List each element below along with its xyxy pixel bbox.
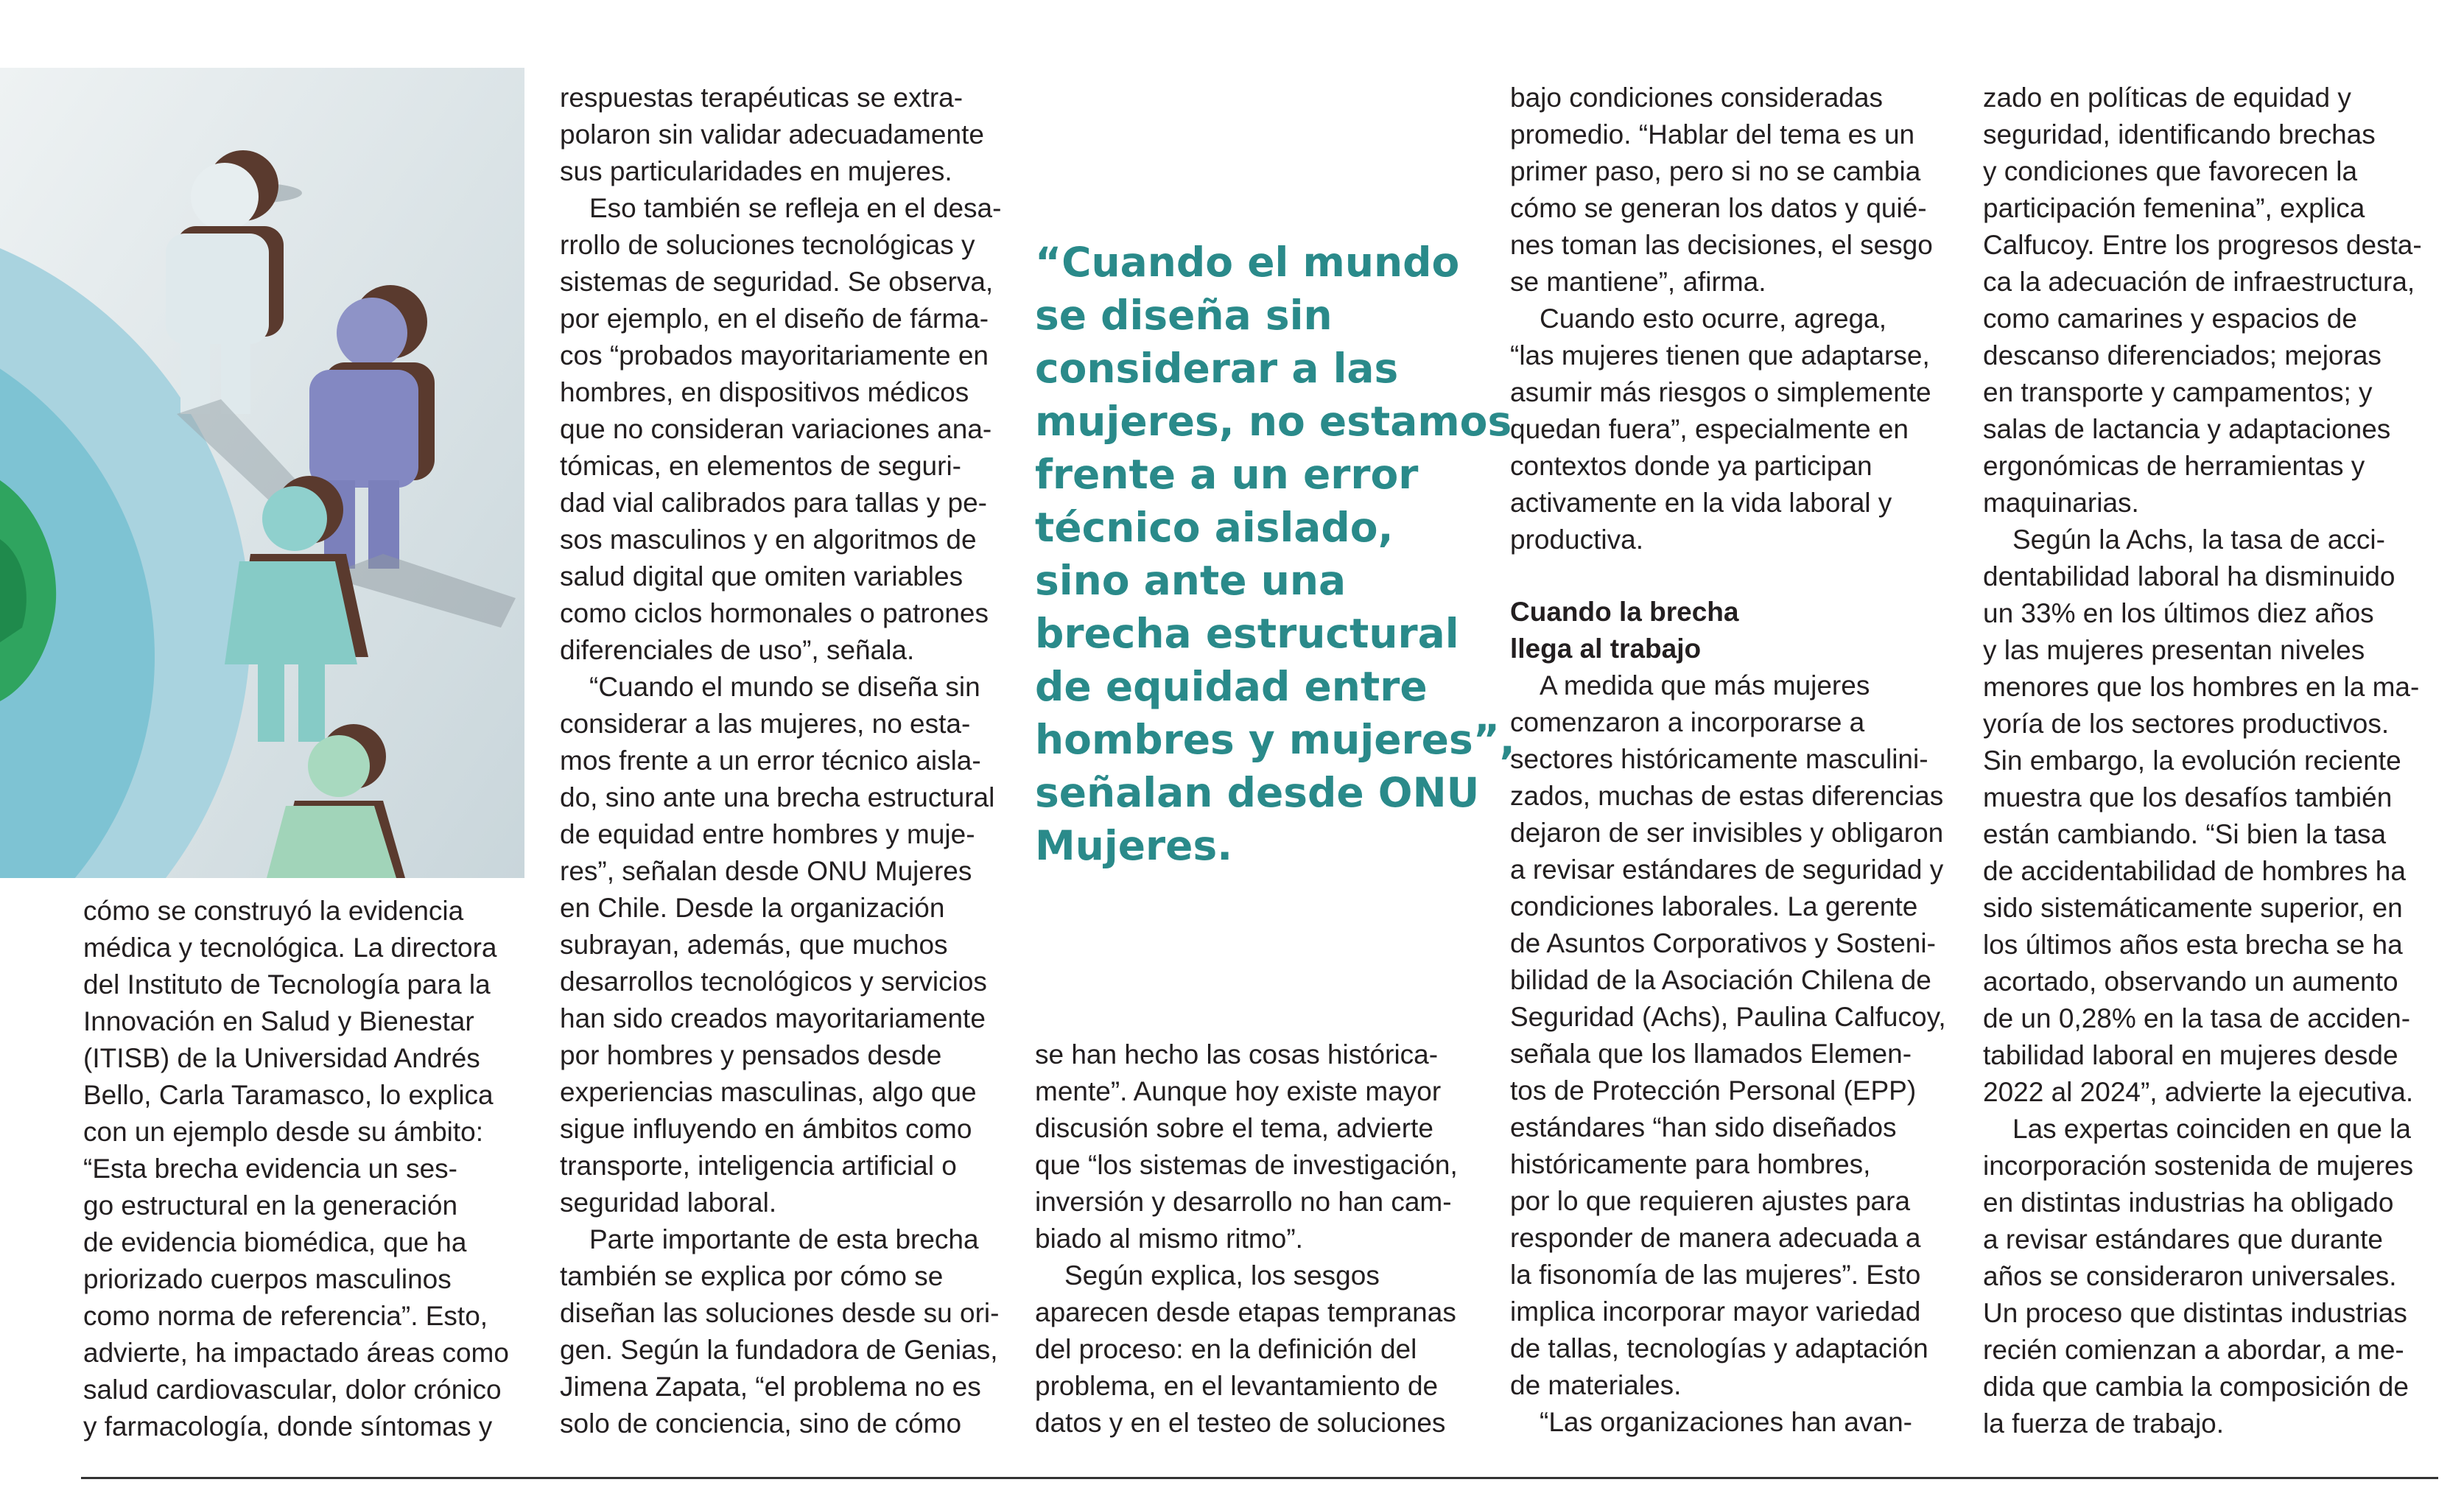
text-line: años se consideraron universales. bbox=[1983, 1261, 2397, 1291]
text-line: aparecen desde etapas tempranas bbox=[1035, 1297, 1456, 1327]
text-line: salas de lactancia y adaptaciones bbox=[1983, 414, 2391, 444]
text-line: Un proceso que distintas industrias bbox=[1983, 1298, 2407, 1328]
text-line: dentabilidad laboral ha disminuido bbox=[1983, 561, 2395, 591]
text-line: inversión y desarrollo no han cam- bbox=[1035, 1187, 1452, 1217]
text-line: 2022 al 2024”, advierte la ejecutiva. bbox=[1983, 1077, 2414, 1107]
text-line: del Instituto de Tecnología para la bbox=[83, 969, 491, 1000]
text-line: contextos donde ya participan bbox=[1510, 451, 1872, 481]
text-line: acortado, observando un aumento bbox=[1983, 966, 2398, 997]
text-line: maquinarias. bbox=[1983, 488, 2139, 518]
text-line: gen. Según la fundadora de Genias, bbox=[560, 1335, 998, 1365]
pull-quote-line: sino ante una bbox=[1035, 557, 1347, 604]
text-line: ergonómicas de herramientas y bbox=[1983, 451, 2365, 481]
text-line: dejaron de ser invisibles y obligaron bbox=[1510, 818, 1944, 848]
text-line: responder de manera adecuada a bbox=[1510, 1223, 1921, 1253]
pull-quote-line: “Cuando el mundo bbox=[1035, 239, 1460, 286]
text-line: problema, en el levantamiento de bbox=[1035, 1371, 1439, 1401]
text-line: Bello, Carla Taramasco, lo explica bbox=[83, 1080, 494, 1110]
column-5 bbox=[1983, 80, 2440, 1442]
text-line: Jimena Zapata, “el problema no es bbox=[560, 1372, 981, 1402]
text-line: salud digital que omiten variables bbox=[560, 561, 964, 591]
text-line: bajo condiciones consideradas bbox=[1510, 82, 1884, 113]
column-3 bbox=[1035, 1036, 1477, 1442]
subheading: Cuando la brecha bbox=[1510, 597, 1739, 627]
text-line: que no consideran variaciones ana- bbox=[560, 414, 992, 444]
pull-quote-line: hombres y mujeres”, bbox=[1035, 716, 1515, 763]
text-line: a revisar estándares que durante bbox=[1983, 1224, 2384, 1254]
text-line: go estructural en la generación bbox=[83, 1190, 458, 1221]
text-line: sos masculinos y en algoritmos de bbox=[560, 524, 977, 555]
text-line: de Asuntos Corporativos y Sosteni- bbox=[1510, 928, 1936, 958]
pull-quote-line: mujeres, no estamos bbox=[1035, 398, 1512, 445]
text-line: de un 0,28% en la tasa de acciden- bbox=[1983, 1003, 2411, 1033]
text-line: participación femenina”, explica bbox=[1983, 193, 2365, 223]
text-line: de tallas, tecnologías y adaptación bbox=[1510, 1333, 1928, 1363]
text-line: seguridad, identificando brechas bbox=[1983, 119, 2376, 150]
subheading: llega al trabajo bbox=[1510, 633, 1702, 664]
text-line: dida que cambia la composición de bbox=[1983, 1372, 2409, 1402]
text-line: nes toman las decisiones, el sesgo bbox=[1510, 230, 1933, 260]
text-line: Parte importante de esta brecha bbox=[589, 1224, 979, 1254]
text-line: estándares “han sido diseñados bbox=[1510, 1112, 1897, 1142]
text-line: res”, señalan desde ONU Mujeres bbox=[560, 856, 972, 886]
text-line: yoría de los sectores productivos. bbox=[1983, 709, 2390, 739]
pull-quote-line: técnico aislado, bbox=[1035, 504, 1394, 551]
text-line: médica y tecnológica. La directora bbox=[83, 933, 497, 963]
text-line: cómo se generan los datos y quié- bbox=[1510, 193, 1927, 223]
text-line: diseñan las soluciones desde su ori- bbox=[560, 1298, 1000, 1328]
text-line: dad vial calibrados para tallas y pe- bbox=[560, 488, 987, 518]
text-line: que “los sistemas de investigación, bbox=[1035, 1150, 1458, 1180]
text-line: menores que los hombres en la ma- bbox=[1983, 672, 2420, 702]
text-line: en distintas industrias ha obligado bbox=[1983, 1187, 2394, 1218]
text-line: señala que los llamados Elemen- bbox=[1510, 1039, 1912, 1069]
text-line: Las expertas coinciden en que la bbox=[2012, 1114, 2411, 1144]
text-line: como norma de referencia”. Esto, bbox=[83, 1301, 488, 1331]
text-line: los últimos años esta brecha se ha bbox=[1983, 930, 2403, 960]
text-line: a revisar estándares de seguridad y bbox=[1510, 854, 1944, 885]
text-line: productiva. bbox=[1510, 524, 1643, 555]
text-line: como ciclos hormonales o patrones bbox=[560, 598, 989, 628]
text-line: por lo que requieren ajustes para bbox=[1510, 1186, 1911, 1216]
text-line: subrayan, además, que muchos bbox=[560, 930, 948, 960]
text-line: del proceso: en la definición del bbox=[1035, 1334, 1417, 1364]
text-line: cómo se construyó la evidencia bbox=[83, 896, 464, 926]
text-line: de accidentabilidad de hombres ha bbox=[1983, 856, 2406, 886]
text-line: de evidencia biomédica, que ha bbox=[83, 1227, 467, 1257]
text-line: también se explica por cómo se bbox=[560, 1261, 944, 1291]
pull-quote-line: señalan desde ONU bbox=[1035, 769, 1480, 816]
text-line: salud cardiovascular, dolor crónico bbox=[83, 1375, 502, 1405]
text-line: sigue influyendo en ámbitos como bbox=[560, 1114, 972, 1144]
text-line: por ejemplo, en el diseño de fárma- bbox=[560, 303, 989, 334]
text-line: Cuando esto ocurre, agrega, bbox=[1540, 303, 1887, 334]
text-line: Sin embargo, la evolución reciente bbox=[1983, 745, 2401, 776]
text-line: tos de Protección Personal (EPP) bbox=[1510, 1075, 1917, 1106]
text-line: comenzaron a incorporarse a bbox=[1510, 707, 1865, 737]
text-line: “Las organizaciones han avan- bbox=[1540, 1407, 1912, 1437]
pull-quote-line: de equidad entre bbox=[1035, 663, 1428, 710]
text-line: “Esta brecha evidencia un ses- bbox=[83, 1154, 457, 1184]
text-line: de materiales. bbox=[1510, 1370, 1682, 1400]
text-line: asumir más riesgos o simplemente bbox=[1510, 377, 1931, 407]
text-line: tómicas, en elementos de seguri- bbox=[560, 451, 961, 481]
text-line: quedan fuera”, especialmente en bbox=[1510, 414, 1909, 444]
spacer bbox=[1510, 558, 1967, 594]
text-line: polaron sin validar adecuadamente bbox=[560, 119, 984, 150]
pull-quote bbox=[1035, 236, 1515, 872]
text-line: y condiciones que favorecen la bbox=[1983, 156, 2358, 186]
text-line: priorizado cuerpos masculinos bbox=[83, 1264, 452, 1294]
pull-quote-line: considerar a las bbox=[1035, 345, 1399, 392]
text-line: datos y en el testeo de soluciones bbox=[1035, 1408, 1446, 1438]
text-line: Eso también se refleja en el desa- bbox=[589, 193, 1002, 223]
text-line: solo de conciencia, sino de cómo bbox=[560, 1408, 962, 1439]
text-line: cos “probados mayoritariamente en bbox=[560, 340, 989, 371]
bottom-rule bbox=[81, 1477, 2438, 1479]
pull-quote-line: Mujeres. bbox=[1035, 822, 1233, 869]
text-line: Innovación en Salud y Bienestar bbox=[83, 1006, 474, 1036]
text-line: como camarines y espacios de bbox=[1983, 303, 2357, 334]
text-line: la fuerza de trabajo. bbox=[1983, 1408, 2225, 1439]
text-line: Según la Achs, la tasa de acci- bbox=[2012, 524, 2385, 555]
text-line: están cambiando. “Si bien la tasa bbox=[1983, 819, 2387, 849]
pull-quote-line: frente a un error bbox=[1035, 451, 1419, 498]
text-line: ca la adecuación de infraestructura, bbox=[1983, 267, 2415, 297]
text-line: Seguridad (Achs), Paulina Calfucoy, bbox=[1510, 1002, 1946, 1032]
text-line: se mantiene”, afirma. bbox=[1510, 267, 1766, 297]
text-line: discusión sobre el tema, advierte bbox=[1035, 1113, 1433, 1143]
text-line: activamente en la vida laboral y bbox=[1510, 488, 1892, 518]
text-line: do, sino ante una brecha estructural bbox=[560, 782, 995, 812]
text-line: recién comienzan a abordar, a me- bbox=[1983, 1335, 2404, 1365]
text-line: tabilidad laboral en mujeres desde bbox=[1983, 1040, 2398, 1070]
text-line: sectores históricamente masculini- bbox=[1510, 744, 1928, 774]
text-line: Según explica, los sesgos bbox=[1064, 1260, 1380, 1291]
text-line: hombres, en dispositivos médicos bbox=[560, 377, 969, 407]
text-line: A medida que más mujeres bbox=[1540, 670, 1870, 701]
pull-quote-line: se diseña sin bbox=[1035, 292, 1333, 339]
text-line: zado en políticas de equidad y bbox=[1983, 82, 2351, 113]
text-line: se han hecho las cosas histórica- bbox=[1035, 1039, 1439, 1070]
text-line: históricamente para hombres, bbox=[1510, 1149, 1871, 1179]
text-line: experiencias masculinas, algo que bbox=[560, 1077, 977, 1107]
text-line: con un ejemplo desde su ámbito: bbox=[83, 1117, 484, 1147]
text-line: muestra que los desafíos también bbox=[1983, 782, 2393, 812]
text-line: y las mujeres presentan niveles bbox=[1983, 635, 2365, 665]
text-line: biado al mismo ritmo”. bbox=[1035, 1224, 1303, 1254]
text-line: han sido creados mayoritariamente bbox=[560, 1003, 986, 1033]
text-line: y farmacología, donde síntomas y bbox=[83, 1411, 493, 1442]
text-line: en transporte y campamentos; y bbox=[1983, 377, 2373, 407]
text-line: desarrollos tecnológicos y servicios bbox=[560, 966, 987, 997]
people-figures-illustration bbox=[0, 68, 524, 878]
text-line: en Chile. Desde la organización bbox=[560, 893, 945, 923]
text-line: advierte, ha impactado áreas como bbox=[83, 1338, 509, 1368]
text-line: mos frente a un error técnico aisla- bbox=[560, 745, 981, 776]
text-line: (ITISB) de la Universidad Andrés bbox=[83, 1043, 480, 1073]
text-line: descanso diferenciados; mejoras bbox=[1983, 340, 2381, 371]
text-line: “las mujeres tienen que adaptarse, bbox=[1510, 340, 1930, 371]
text-line: seguridad laboral. bbox=[560, 1187, 777, 1218]
text-line: sido sistemáticamente superior, en bbox=[1983, 893, 2403, 923]
text-line: mente”. Aunque hoy existe mayor bbox=[1035, 1076, 1442, 1106]
text-line: diferenciales de uso”, señala. bbox=[560, 635, 915, 665]
text-line: Calfucoy. Entre los progresos desta- bbox=[1983, 230, 2422, 260]
column-2 bbox=[560, 80, 1009, 1442]
text-line: promedio. “Hablar del tema es un bbox=[1510, 119, 1915, 150]
text-line: rrollo de soluciones tecnológicas y bbox=[560, 230, 975, 260]
text-line: sistemas de seguridad. Se observa, bbox=[560, 267, 994, 297]
text-line: transporte, inteligencia artificial o bbox=[560, 1151, 957, 1181]
text-line: bilidad de la Asociación Chilena de bbox=[1510, 965, 1931, 995]
text-line: la fisonomía de las mujeres”. Esto bbox=[1510, 1260, 1921, 1290]
text-line: respuestas terapéuticas se extra- bbox=[560, 82, 964, 113]
text-line: sus particularidades en mujeres. bbox=[560, 156, 952, 186]
text-line: zados, muchas de estas diferencias bbox=[1510, 781, 1944, 811]
text-line: un 33% en los últimos diez años bbox=[1983, 598, 2374, 628]
column-4 bbox=[1510, 80, 1967, 1441]
column-1 bbox=[83, 893, 525, 1445]
text-line: condiciones laborales. La gerente bbox=[1510, 891, 1918, 921]
text-line: implica incorporar mayor variedad bbox=[1510, 1296, 1921, 1327]
text-line: por hombres y pensados desde bbox=[560, 1040, 942, 1070]
text-line: incorporación sostenida de mujeres bbox=[1983, 1151, 2414, 1181]
text-line: “Cuando el mundo se diseña sin bbox=[589, 672, 980, 702]
text-line: de equidad entre hombres y muje- bbox=[560, 819, 975, 849]
text-line: primer paso, pero si no se cambia bbox=[1510, 156, 1921, 186]
text-line: considerar a las mujeres, no esta- bbox=[560, 709, 971, 739]
pull-quote-line: brecha estructural bbox=[1035, 610, 1459, 657]
